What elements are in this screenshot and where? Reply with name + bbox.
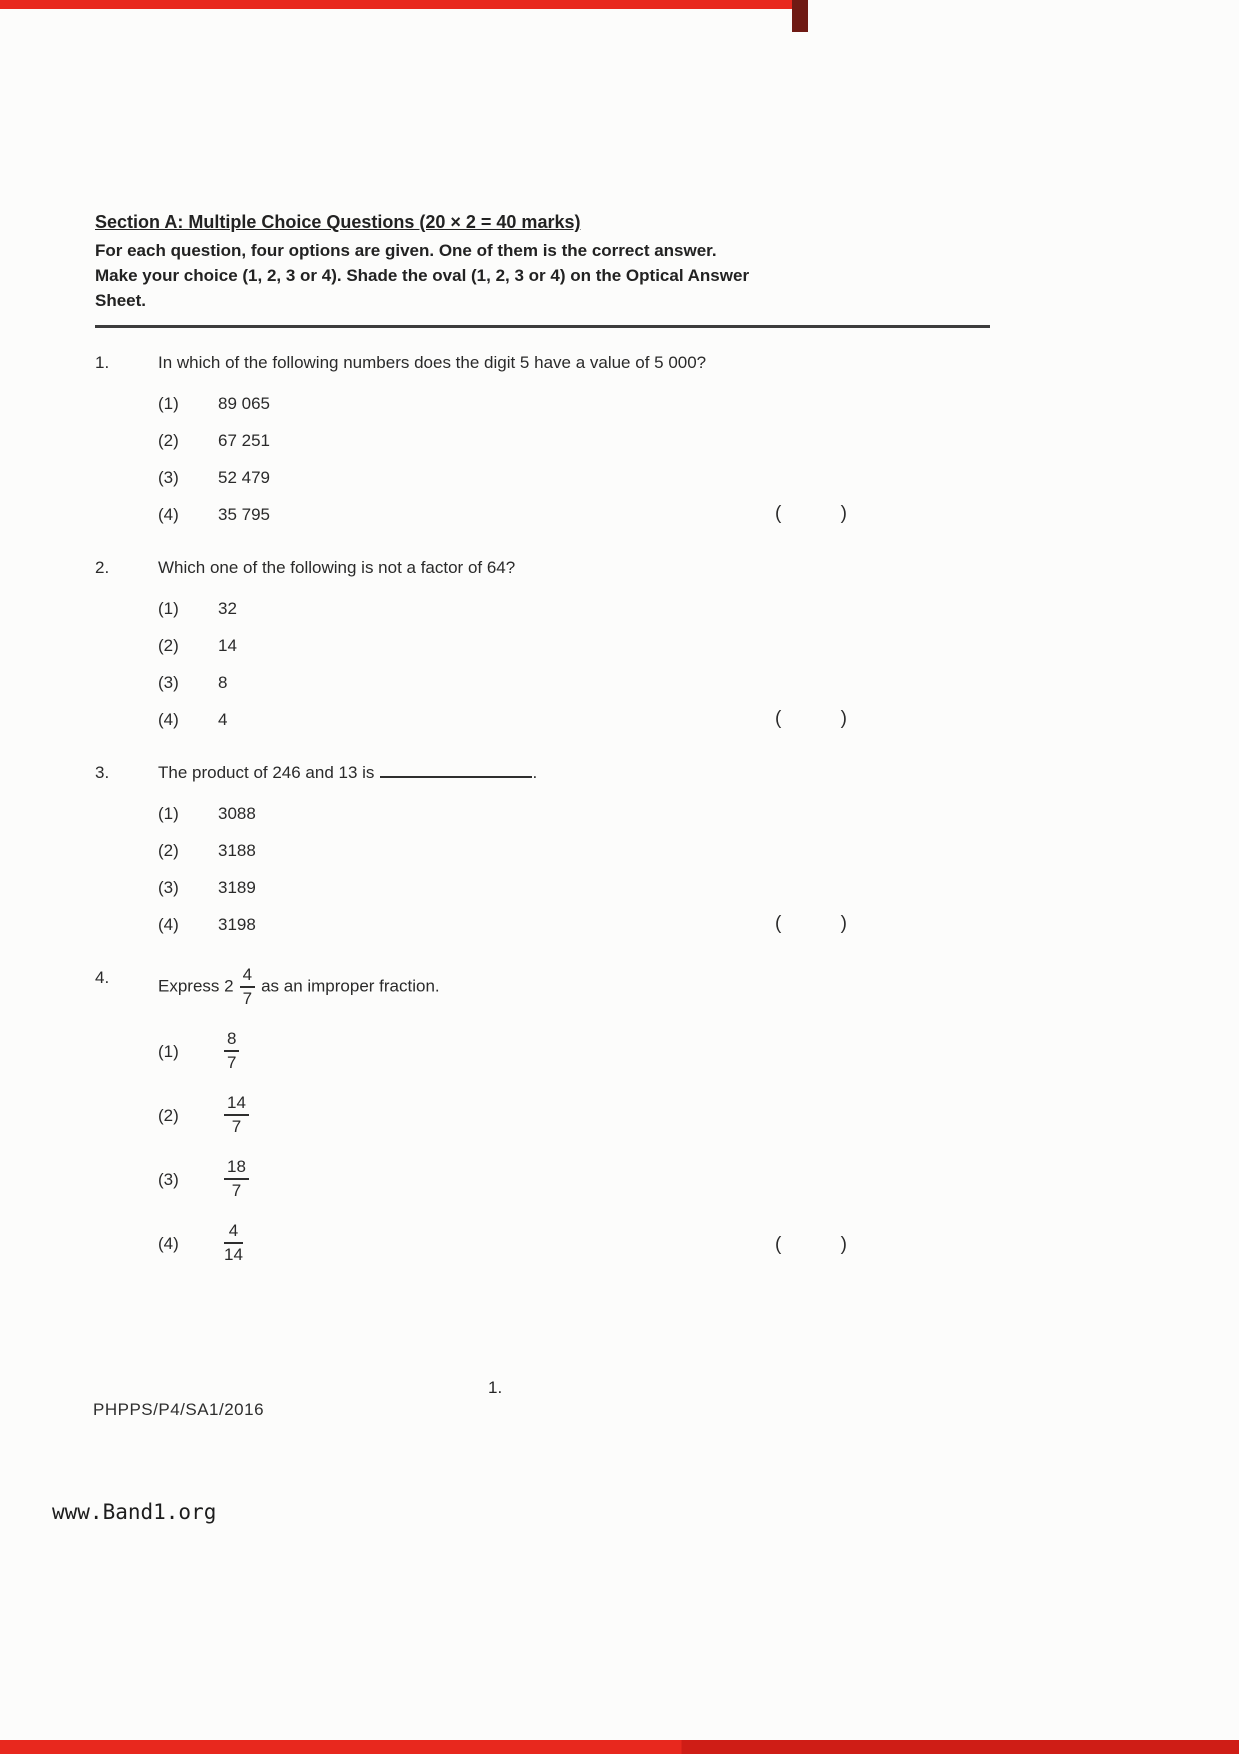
option-row <box>158 422 990 459</box>
answer-bracket-close: ) <box>840 913 847 934</box>
question-text: In which of the following numbers does the digit 5 have a value of 5 000? <box>158 353 707 372</box>
bottom-red-bar <box>0 1740 1239 1754</box>
option-label: (1) <box>158 1041 179 1061</box>
question-4 <box>95 965 990 1275</box>
options-list <box>158 795 990 943</box>
question-3 <box>95 760 990 943</box>
fraction-denominator: 7 <box>231 1117 242 1136</box>
question-text-before-blank: The product of 246 and 13 is <box>158 763 375 782</box>
fraction-denominator: 7 <box>227 1053 237 1072</box>
mixed-fraction <box>240 965 255 1009</box>
option-row <box>158 459 990 496</box>
answer-bracket-open: ( <box>775 503 782 524</box>
section-divider <box>95 325 990 328</box>
question-text-suffix: as an improper fraction. <box>261 976 440 996</box>
option-label: (3) <box>158 1169 179 1189</box>
option-row <box>158 590 990 627</box>
question-text-prefix: Express 2 <box>158 976 234 996</box>
question-number: 3. <box>95 763 110 782</box>
answer-brackets <box>775 1232 847 1257</box>
option-row <box>158 795 990 832</box>
options-list <box>158 1019 990 1275</box>
answer-bracket-close: ) <box>840 1234 847 1255</box>
answer-bracket-open: ( <box>775 1234 782 1255</box>
option-label: (4) <box>158 915 179 934</box>
page-number: 1. <box>488 1378 503 1397</box>
instruction-line: Make your choice (1, 2, 3 or 4). Shade the oval (1, 2, 3 or 4) on the Optical Answer <box>95 266 750 285</box>
instruction-line: For each question, four options are given. One of them is the correct answer. <box>95 241 717 260</box>
answer-bracket-open: ( <box>775 708 782 729</box>
option-value: 3189 <box>218 878 256 897</box>
fraction-denominator: 7 <box>231 1181 242 1200</box>
fraction-numerator: 18 <box>224 1157 249 1180</box>
answer-brackets <box>775 501 847 526</box>
option-value: 32 <box>218 599 237 618</box>
watermark-url: www.Band1.org <box>52 1500 217 1524</box>
option-value: 67 251 <box>218 431 270 450</box>
answer-bracket-open: ( <box>775 913 782 934</box>
top-red-bar <box>0 0 806 9</box>
option-label: (3) <box>158 673 179 692</box>
question-1 <box>95 350 990 533</box>
paper-code: PHPPS/P4/SA1/2016 <box>93 1400 265 1419</box>
question-head <box>95 965 990 1009</box>
question-head <box>95 350 990 375</box>
option-label: (4) <box>158 710 179 729</box>
top-red-bar-notch <box>792 0 808 32</box>
option-fraction <box>224 1029 239 1073</box>
options-list <box>158 385 990 533</box>
option-value: 4 <box>218 710 228 729</box>
option-fraction <box>224 1093 249 1137</box>
answer-brackets <box>775 911 847 936</box>
option-label: (3) <box>158 878 179 897</box>
option-row <box>158 701 990 738</box>
option-value: 3088 <box>218 804 256 823</box>
option-value: 8 <box>218 673 228 692</box>
exam-content <box>95 210 990 1275</box>
option-row <box>158 627 990 664</box>
answer-blank-line <box>380 764 532 778</box>
option-row <box>158 869 990 906</box>
instruction-line: Sheet. <box>95 291 147 310</box>
fraction-numerator: 8 <box>224 1029 239 1052</box>
option-label: (2) <box>158 841 179 860</box>
option-fraction <box>224 1221 243 1265</box>
option-row <box>158 664 990 701</box>
fraction-denominator: 7 <box>242 989 253 1008</box>
option-row <box>158 906 990 943</box>
question-2 <box>95 555 990 738</box>
question-text: Which one of the following is not a factor of 64? <box>158 558 516 577</box>
question-text <box>158 965 990 1009</box>
option-label: (1) <box>158 804 179 823</box>
option-label: (3) <box>158 468 179 487</box>
option-value: 14 <box>218 636 237 655</box>
option-row <box>158 1147 990 1211</box>
option-row <box>158 496 990 533</box>
options-list <box>158 590 990 738</box>
answer-bracket-close: ) <box>840 503 847 524</box>
option-label: (2) <box>158 636 179 655</box>
option-label: (1) <box>158 394 179 413</box>
option-value: 35 795 <box>218 505 270 524</box>
option-label: (2) <box>158 431 179 450</box>
answer-brackets <box>775 706 847 731</box>
option-label: (2) <box>158 1105 179 1125</box>
option-fraction <box>224 1157 249 1201</box>
fraction-numerator: 14 <box>224 1093 249 1116</box>
fraction-denominator: 14 <box>224 1245 243 1264</box>
option-label: (4) <box>158 1233 179 1253</box>
option-value: 3188 <box>218 841 256 860</box>
option-label: (4) <box>158 505 179 524</box>
answer-bracket-close: ) <box>840 708 847 729</box>
question-head <box>95 555 990 580</box>
option-value: 3198 <box>218 915 256 934</box>
question-number: 1. <box>95 353 110 372</box>
question-text <box>158 760 990 785</box>
section-instructions <box>95 238 990 313</box>
blank-suffix: . <box>532 763 538 782</box>
option-row <box>158 1019 990 1083</box>
option-row <box>158 1211 990 1275</box>
fraction-numerator: 4 <box>240 965 255 988</box>
option-row <box>158 1083 990 1147</box>
question-number: 4. <box>95 968 110 987</box>
question-head <box>95 760 990 785</box>
fraction-numerator: 4 <box>224 1221 243 1244</box>
question-number: 2. <box>95 558 110 577</box>
option-value: 89 065 <box>218 394 270 413</box>
option-label: (1) <box>158 599 179 618</box>
section-title: Section A: Multiple Choice Questions (20 × 2 = 40 marks) <box>95 212 581 232</box>
option-value: 52 479 <box>218 468 270 487</box>
option-row <box>158 385 990 422</box>
option-row <box>158 832 990 869</box>
